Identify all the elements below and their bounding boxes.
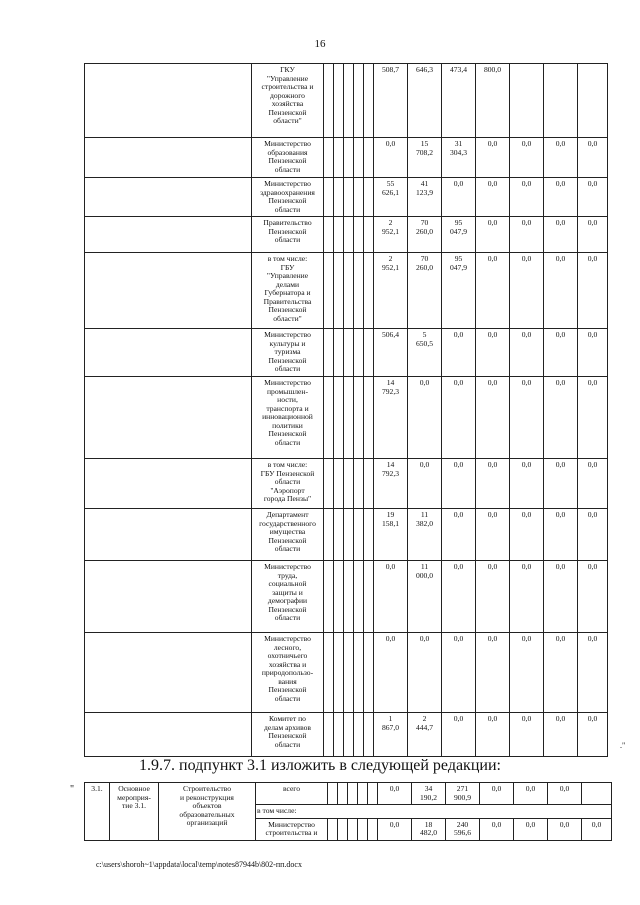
value-cell: 0,0: [578, 217, 608, 253]
empty-cell: [364, 633, 374, 713]
org-cell: всего: [256, 783, 328, 805]
empty-cell: [364, 217, 374, 253]
empty-cell: [85, 217, 252, 253]
value-cell: 0,0: [510, 561, 544, 633]
value-cell: 0,0: [544, 253, 578, 329]
value-cell: 0,0: [578, 377, 608, 459]
org-cell: Министерство труда, социальной защиты и демографии Пензенской области: [252, 561, 324, 633]
value-cell: 0,0: [476, 459, 510, 509]
item-name: Строительство и реконструкция объектов образовательных организаций: [159, 783, 256, 841]
closing-quote-mark: .": [620, 741, 626, 750]
value-cell: 0,0: [442, 377, 476, 459]
value-cell: 0,0: [374, 633, 408, 713]
value-cell: 15 708,2: [408, 138, 442, 178]
value-cell: 0,0: [544, 329, 578, 377]
value-cell: 0,0: [510, 329, 544, 377]
value-cell: 70 260,0: [408, 217, 442, 253]
empty-cell: [334, 253, 344, 329]
empty-cell: [364, 329, 374, 377]
value-cell: 95 047,9: [442, 253, 476, 329]
empty-cell: [334, 459, 344, 509]
empty-cell: [364, 64, 374, 138]
value-cell: 19 158,1: [374, 509, 408, 561]
value-cell: 508,7: [374, 64, 408, 138]
value-cell: 0,0: [544, 561, 578, 633]
empty-cell: [344, 633, 354, 713]
value-cell: 0,0: [378, 818, 412, 840]
value-cell: 0,0: [510, 509, 544, 561]
value-cell: 0,0: [578, 329, 608, 377]
value-cell: 0,0: [510, 253, 544, 329]
value-cell: 0,0: [374, 561, 408, 633]
empty-cell: [334, 509, 344, 561]
empty-cell: [85, 713, 252, 757]
org-cell: Комитет по делам архивов Пензенской области: [252, 713, 324, 757]
table-row: [85, 377, 608, 459]
table-row: [85, 783, 612, 805]
value-cell: 0,0: [442, 459, 476, 509]
page-number: 16: [314, 38, 326, 50]
value-cell: 0,0: [510, 217, 544, 253]
value-cell: 0,0: [544, 217, 578, 253]
empty-cell: [85, 253, 252, 329]
value-cell: 0,0: [442, 329, 476, 377]
org-cell: Правительство Пензенской области: [252, 217, 324, 253]
empty-cell: [85, 178, 252, 217]
empty-cell: [334, 329, 344, 377]
empty-cell: [364, 138, 374, 178]
value-cell: 0,0: [544, 377, 578, 459]
empty-cell: [364, 459, 374, 509]
value-cell: [578, 64, 608, 138]
empty-cell: [334, 138, 344, 178]
org-cell: Министерство образования Пензенской области: [252, 138, 324, 178]
value-cell: 0,0: [476, 138, 510, 178]
empty-cell: [344, 377, 354, 459]
value-cell: 0,0: [510, 459, 544, 509]
value-cell: 0,0: [480, 783, 514, 805]
empty-cell: [364, 377, 374, 459]
empty-cell: [324, 217, 334, 253]
empty-cell: [344, 561, 354, 633]
empty-cell: [85, 377, 252, 459]
empty-cell: [354, 713, 364, 757]
table-row: [85, 459, 608, 509]
table-row: [85, 633, 608, 713]
empty-cell: [324, 138, 334, 178]
value-cell: 271 900,9: [446, 783, 480, 805]
value-cell: 0,0: [510, 633, 544, 713]
org-cell: Министерство промышлен- ности, транспорта и инновационной политики Пензенской области: [252, 377, 324, 459]
org-cell: Министерство строительства и: [256, 818, 328, 840]
value-cell: 0,0: [544, 178, 578, 217]
budget-table-continued: [84, 63, 608, 757]
value-cell: 0,0: [548, 818, 582, 840]
value-cell: 14 792,3: [374, 377, 408, 459]
empty-cell: [324, 561, 334, 633]
empty-cell: [354, 138, 364, 178]
empty-cell: [344, 459, 354, 509]
value-cell: 0,0: [476, 561, 510, 633]
org-cell: ГКУ "Управление строительства и дорожного хозяйства Пензенской области": [252, 64, 324, 138]
empty-cell: [364, 253, 374, 329]
value-cell: 0,0: [510, 178, 544, 217]
value-cell: 34 190,2: [412, 783, 446, 805]
footer-file-path: c:\users\shoroh~1\appdata\local\temp\notes87944b\802-пп.docx: [96, 860, 302, 869]
org-cell: Департамент государственного имущества Пензенской области: [252, 509, 324, 561]
empty-cell: [354, 459, 364, 509]
value-cell: 0,0: [476, 713, 510, 757]
empty-cell: [85, 459, 252, 509]
empty-cell: [344, 64, 354, 138]
empty-cell: [344, 713, 354, 757]
empty-cell: [324, 713, 334, 757]
table-row: [85, 217, 608, 253]
empty-cell: [354, 633, 364, 713]
value-cell: 473,4: [442, 64, 476, 138]
value-cell: 0,0: [578, 633, 608, 713]
value-cell: [582, 783, 612, 805]
empty-cell: [324, 178, 334, 217]
empty-cell: [364, 509, 374, 561]
value-cell: 0,0: [548, 783, 582, 805]
table-row: [85, 178, 608, 217]
empty-cell: [324, 377, 334, 459]
value-cell: 0,0: [510, 138, 544, 178]
table-row: [85, 561, 608, 633]
value-cell: [544, 64, 578, 138]
empty-cell: [354, 178, 364, 217]
value-cell: 0,0: [442, 509, 476, 561]
value-cell: 0,0: [578, 459, 608, 509]
value-cell: 0,0: [578, 509, 608, 561]
empty-cell: [354, 217, 364, 253]
empty-cell: [85, 509, 252, 561]
value-cell: 0,0: [378, 783, 412, 805]
empty-cell: [354, 509, 364, 561]
empty-cell: [354, 64, 364, 138]
value-cell: 240 596,6: [446, 818, 480, 840]
empty-cell: [354, 329, 364, 377]
empty-cell: [344, 138, 354, 178]
item-kind: Основное мероприя- тие 3.1.: [110, 783, 159, 841]
value-cell: 41 123,9: [408, 178, 442, 217]
empty-cell: [324, 633, 334, 713]
table-row: [85, 329, 608, 377]
value-cell: 506,4: [374, 329, 408, 377]
empty-cell: [344, 178, 354, 217]
value-cell: 0,0: [476, 377, 510, 459]
value-cell: 0,0: [544, 713, 578, 757]
section-heading: 1.9.7. подпункт 3.1 изложить в следующей редакции:: [139, 757, 501, 774]
item-number: 3.1.: [85, 783, 110, 841]
empty-cell: [85, 561, 252, 633]
value-cell: 5 650,5: [408, 329, 442, 377]
value-cell: 0,0: [578, 713, 608, 757]
value-cell: 0,0: [582, 818, 612, 840]
empty-cell: [324, 459, 334, 509]
table-row: [85, 509, 608, 561]
org-cell: в том числе:: [256, 805, 612, 819]
value-cell: 0,0: [442, 178, 476, 217]
empty-cell: [364, 713, 374, 757]
value-cell: 0,0: [544, 633, 578, 713]
value-cell: 0,0: [442, 561, 476, 633]
value-cell: 0,0: [442, 713, 476, 757]
org-cell: в том числе: ГБУ Пензенской области "Аэропорт города Пензы": [252, 459, 324, 509]
empty-cell: [324, 253, 334, 329]
value-cell: 800,0: [476, 64, 510, 138]
value-cell: 11 382,0: [408, 509, 442, 561]
value-cell: 0,0: [510, 377, 544, 459]
value-cell: 0,0: [476, 329, 510, 377]
empty-cell: [354, 253, 364, 329]
value-cell: 2 444,7: [408, 713, 442, 757]
empty-cell: [85, 64, 252, 138]
value-cell: 0,0: [544, 138, 578, 178]
table-row: [85, 253, 608, 329]
empty-cell: [334, 178, 344, 217]
value-cell: 95 047,9: [442, 217, 476, 253]
empty-cell: [344, 509, 354, 561]
value-cell: 0,0: [480, 818, 514, 840]
value-cell: 0,0: [514, 818, 548, 840]
value-cell: 2 952,1: [374, 253, 408, 329]
value-cell: [510, 64, 544, 138]
value-cell: 0,0: [476, 633, 510, 713]
value-cell: 0,0: [476, 509, 510, 561]
table-row: [85, 713, 608, 757]
value-cell: 70 260,0: [408, 253, 442, 329]
value-cell: 646,3: [408, 64, 442, 138]
table-row: [85, 64, 608, 138]
empty-cell: [324, 64, 334, 138]
org-cell: Министерство здравоохранения Пензенской области: [252, 178, 324, 217]
value-cell: 55 626,1: [374, 178, 408, 217]
value-cell: 1 867,0: [374, 713, 408, 757]
empty-cell: [334, 217, 344, 253]
empty-cell: [354, 561, 364, 633]
value-cell: 0,0: [510, 713, 544, 757]
org-cell: Министерство культуры и туризма Пензенской области: [252, 329, 324, 377]
value-cell: 11 000,0: [408, 561, 442, 633]
value-cell: 0,0: [408, 459, 442, 509]
value-cell: 0,0: [374, 138, 408, 178]
value-cell: 0,0: [544, 509, 578, 561]
value-cell: 18 482,0: [412, 818, 446, 840]
empty-cell: [344, 217, 354, 253]
empty-cell: [334, 713, 344, 757]
empty-cell: [334, 377, 344, 459]
value-cell: 0,0: [544, 459, 578, 509]
empty-cell: [85, 633, 252, 713]
value-cell: 0,0: [578, 561, 608, 633]
value-cell: 0,0: [408, 377, 442, 459]
value-cell: 0,0: [476, 217, 510, 253]
value-cell: 31 304,3: [442, 138, 476, 178]
empty-cell: [364, 178, 374, 217]
value-cell: 0,0: [476, 253, 510, 329]
value-cell: 0,0: [578, 178, 608, 217]
empty-cell: [324, 329, 334, 377]
empty-cell: [334, 633, 344, 713]
empty-cell: [334, 64, 344, 138]
value-cell: 0,0: [408, 633, 442, 713]
empty-cell: [85, 138, 252, 178]
empty-cell: [85, 329, 252, 377]
value-cell: 0,0: [514, 783, 548, 805]
empty-cell: [334, 561, 344, 633]
value-cell: 14 792,3: [374, 459, 408, 509]
org-cell: в том числе: ГБУ "Управление делами Губернатора и Правительства Пензенской области": [252, 253, 324, 329]
value-cell: 0,0: [442, 633, 476, 713]
empty-cell: [344, 329, 354, 377]
empty-cell: [324, 509, 334, 561]
value-cell: 2 952,1: [374, 217, 408, 253]
empty-cell: [354, 377, 364, 459]
empty-cell: [344, 253, 354, 329]
empty-cell: [364, 561, 374, 633]
subpoint-3-1-table: [84, 782, 612, 841]
opening-quote-mark: ": [70, 784, 75, 795]
value-cell: 0,0: [578, 253, 608, 329]
value-cell: 0,0: [578, 138, 608, 178]
table-row: [85, 138, 608, 178]
value-cell: 0,0: [476, 178, 510, 217]
org-cell: Министерство лесного, охотничьего хозяйства и природопользо- вания Пензенской области: [252, 633, 324, 713]
